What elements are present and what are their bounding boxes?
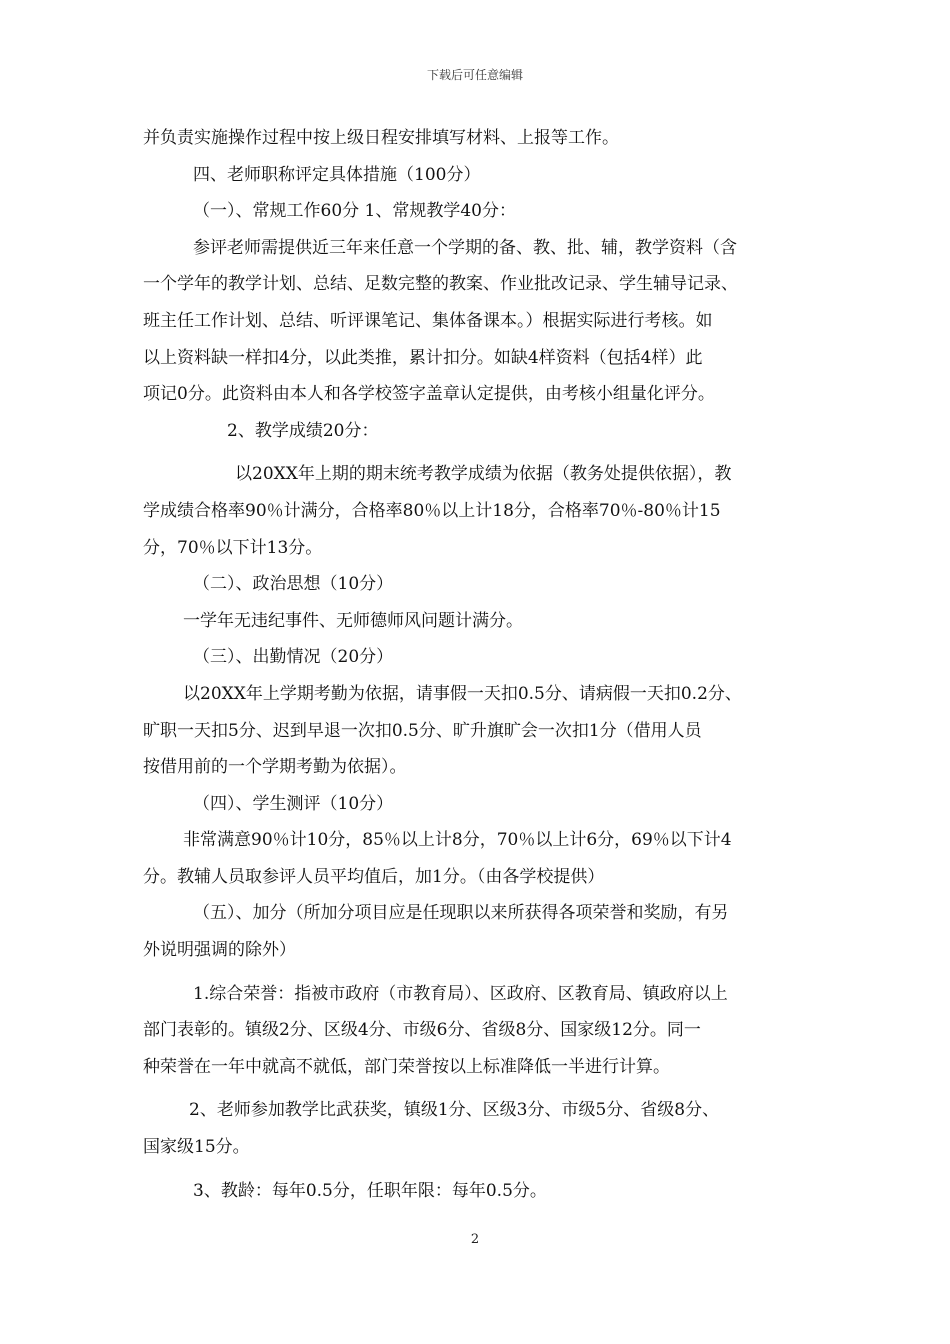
text-line: 一个学年的教学计划、总结、足数完整的教案、作业批改记录、学生辅导记录、 (143, 274, 738, 295)
document-body (143, 120, 813, 1209)
section-heading: 四、老师职称评定具体措施（100分） (193, 164, 481, 185)
text-line: 以20XX年上期的期末统考教学成绩为依据（教务处提供依据），教 (235, 464, 732, 485)
subsection-heading: （五）、加分（所加分项目应是任现职以来所获得各项荣誉和奖励，有另 (193, 903, 729, 924)
subsection-heading: （三）、出勤情况（20分） (193, 647, 394, 668)
text-line: 2、老师参加教学比武获奖，镇级1分、区级3分、市级5分、省级8分、 (189, 1100, 720, 1121)
text-line: 种荣誉在一年中就高不就低，部门荣誉按以上标准降低一半进行计算。 (143, 1056, 670, 1077)
text-line: 并负责实施操作过程中按上级日程安排填写材料、上报等工作。 (143, 128, 619, 148)
text-line: 项记0分。此资料由本人和各学校签字盖章认定提供，由考核小组量化评分。 (143, 384, 715, 405)
text-line: 以上资料缺一样扣4分，以此类推，累计扣分。如缺4样资料（包括4样）此 (143, 347, 703, 368)
text-line: 1.综合荣誉：指被市政府（市教育局）、区政府、区教育局、镇政府以上 (193, 983, 728, 1004)
subsection-heading: （二）、政治思想（10分） (193, 574, 394, 595)
page-number: 2 (470, 1232, 480, 1247)
subsection-heading: （一）、常规工作60分 1、常规教学40分： (193, 201, 516, 222)
text-line: 学成绩合格率90％计满分，合格率80％以上计18分，合格率70％-80％计15 (143, 500, 721, 521)
page-header: 下载后可任意编辑 (426, 68, 523, 82)
subsection-heading: （四）、学生测评（10分） (193, 793, 394, 814)
text-line: 按借用前的一个学期考勤为依据）。 (143, 757, 407, 778)
text-line: 分，70％以下计13分。 (143, 537, 323, 558)
text-line: 一学年无违纪事件、无师德师风问题计满分。 (183, 610, 523, 631)
text-line: 以20XX年上学期考勤为依据，请事假一天扣0.5分、请病假一天扣0.2分、 (183, 683, 742, 704)
subsection-heading: 2、教学成绩20分： (227, 420, 379, 441)
text-line: 非常满意90％计10分，85％以上计8分，70％以上计6分，69％以下计4 (183, 830, 732, 851)
text-line: 3、教龄：每年0.5分，任职年限：每年0.5分。 (193, 1180, 547, 1201)
text-line: 参评老师需提供近三年来任意一个学期的备、教、批、辅，教学资料（含 (193, 237, 737, 258)
text-line: 部门表彰的。镇级2分、区级4分、市级6分、省级8分、国家级12分。同一 (143, 1020, 701, 1041)
text-line: 班主任工作计划、总结、听评课笔记、集体备课本。）根据实际进行考核。如 (143, 310, 713, 331)
text-line: 分。教辅人员取参评人员平均值后，加1分。（由各学校提供） (143, 866, 605, 887)
text-line: 国家级15分。 (143, 1137, 250, 1158)
text-line: 旷职一天扣5分、迟到早退一次扣0.5分、旷升旗旷会一次扣1分（借用人员 (143, 720, 702, 741)
text-line: 外说明强调的除外） (143, 940, 296, 961)
